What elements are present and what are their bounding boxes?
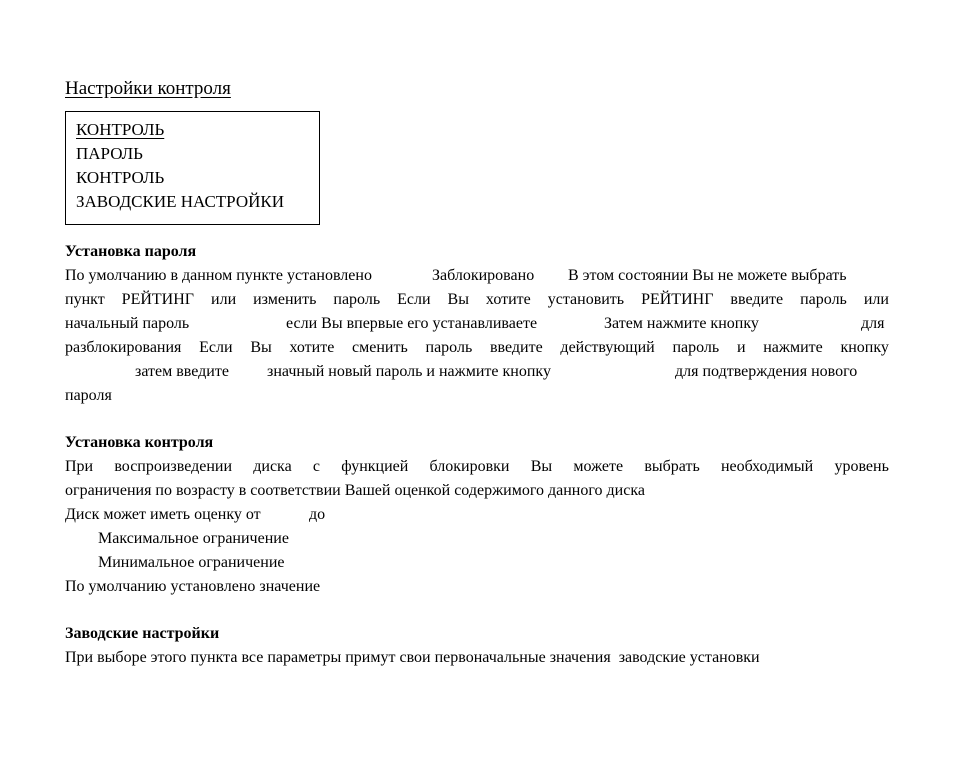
word: РЕЙТИНГ [641,291,714,308]
word: кнопку [840,339,889,356]
word: можете [573,458,624,475]
password-section [65,240,889,408]
menu-item-factory-settings: ЗАВОДСКИЕ НАСТРОЙКИ [76,192,285,211]
password-paragraph-line-2 [65,288,889,312]
word: действующий [560,339,655,356]
word: Если [199,339,233,356]
word: выбрать [644,458,700,475]
factory-paragraph-line-1: При выборе этого пункта все параметры примут свои первоначальные значения заводские установки [65,649,760,666]
word: сменить [352,339,408,356]
word: Вы [447,291,469,308]
word: введите [489,339,543,356]
word: воспроизведении [114,458,233,475]
word: необходимый [720,458,814,475]
word: блокировки [429,458,510,475]
word: хотите [485,291,531,308]
factory-section [65,622,889,670]
word: пункт [65,291,105,308]
word: и [736,339,746,356]
word: диска [253,458,292,475]
min-restriction-label: Минимальное ограничение [98,554,285,571]
word: Вы [530,458,553,475]
word: уровень [834,458,889,475]
word: хотите [289,339,335,356]
word: пароль [333,291,381,308]
word: Если [397,291,431,308]
menu-item-control: КОНТРОЛЬ [76,120,165,139]
password-paragraph-line-6: пароля [65,387,112,404]
text-fragment: Заблокировано [432,267,535,284]
control-paragraph-line-2: ограничения по возрасту в соответствии Вашей оценкой содержимого данного диска [65,482,645,499]
word: Вы [250,339,272,356]
text-fragment: для подтверждения нового [675,363,858,380]
word: функцией [341,458,409,475]
text-fragment: В этом состоянии Вы не можете выбрать [568,267,847,284]
word: установить [547,291,625,308]
password-paragraph-line-1 [65,264,889,288]
word: изменить [253,291,317,308]
menu-item-control-2: КОНТРОЛЬ [76,168,165,187]
word: нажмите [763,339,823,356]
word: пароль [425,339,473,356]
text-fragment: Затем нажмите кнопку [604,315,759,332]
text-fragment: если Вы впервые его устанавливаете [286,315,538,332]
word: РЕЙТИНГ [121,291,195,308]
control-paragraph-line-1 [65,455,889,479]
word: пароль [672,339,720,356]
password-paragraph-line-4 [65,336,889,360]
control-paragraph-line-3 [65,503,889,527]
text-fragment: до [309,506,326,523]
word: введите [730,291,784,308]
word: или [863,291,889,308]
password-paragraph-line-5 [65,360,889,384]
text-fragment: начальный пароль [65,315,190,332]
word: При [65,458,94,475]
menu-diagram [65,111,320,225]
word: пароль [800,291,847,308]
menu-item-password: ПАРОЛЬ [76,144,143,163]
word: разблокирования [65,339,182,356]
text-fragment: Диск может иметь оценку от [65,506,261,523]
word: или [211,291,237,308]
control-section [65,431,889,599]
password-paragraph-line-3 [65,312,889,336]
text-fragment: для [861,315,885,332]
menu-list [76,118,284,214]
word: с [312,458,320,475]
page-title: Настройки контроля [65,78,231,99]
text-fragment: значный новый пароль и нажмите кнопку [267,363,551,380]
default-value-text: По умолчанию установлено значение [65,578,321,595]
text-fragment: По умолчанию в данном пункте установлено [65,267,372,284]
max-restriction-label: Максимальное ограничение [98,530,289,547]
factory-section-heading: Заводские настройки [65,625,220,642]
text-fragment: затем введите [135,363,229,380]
control-section-heading: Установка контроля [65,434,214,451]
password-section-heading: Установка пароля [65,243,197,260]
